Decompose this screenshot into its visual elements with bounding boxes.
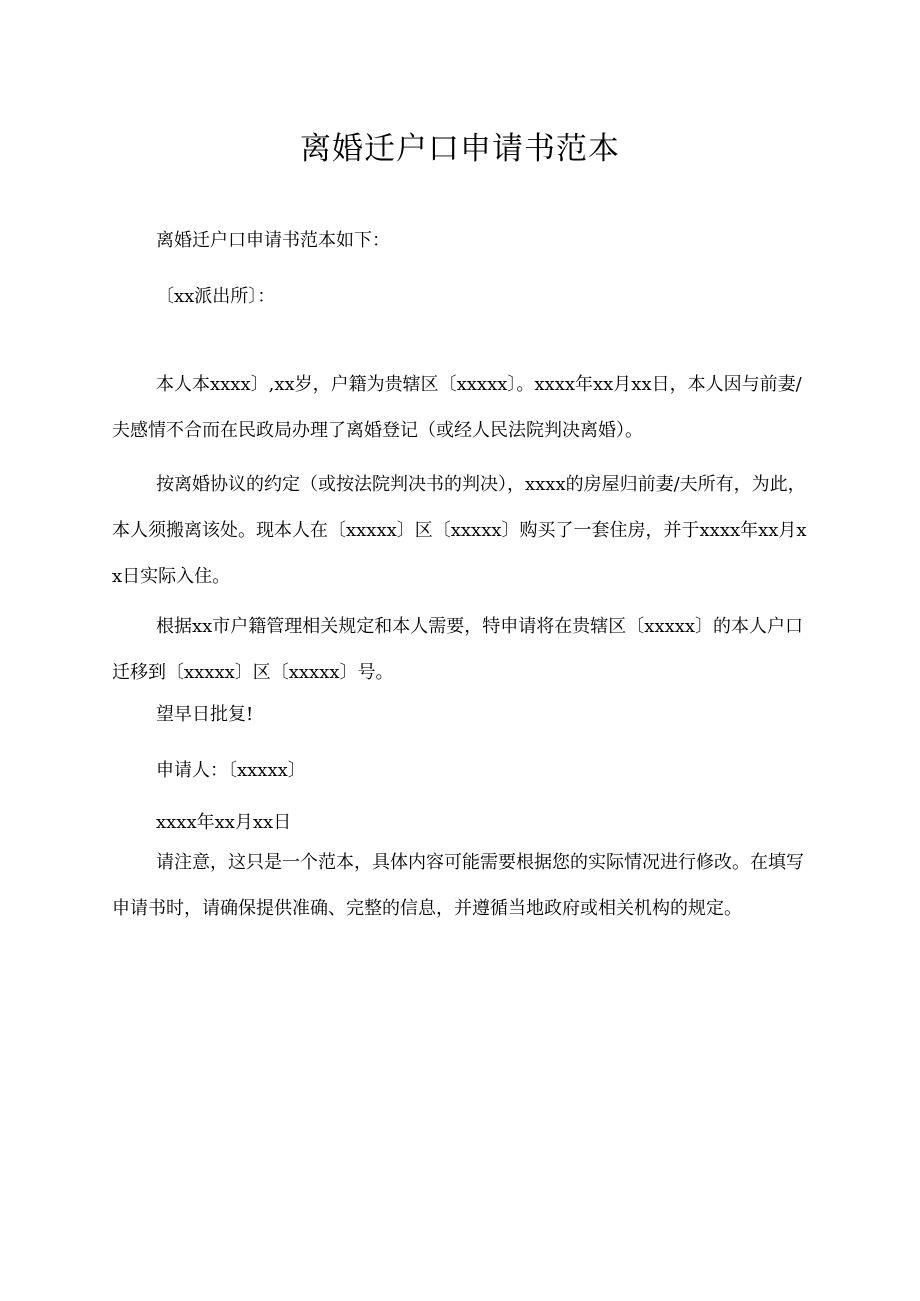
body-paragraph-1: 本人本xxxx〕,xx岁，户籍为贵辖区〔xxxxx〕。xxxx年xx月xx日，本人因与前妻/夫感情不合而在民政局办理了离婚登记（或经人民法院判决离婚）。 xyxy=(112,374,802,441)
body-paragraph-2: 按离婚协议的约定（或按法院判决书的判决），xxxx的房屋归前妻/夫所有，为此，本人须搬离该处。现本人在〔xxxxx〕区〔xxxxx〕购买了一套住房，并于xxxx年xx月xx日实际入住。 xyxy=(112,474,807,587)
document-title: 离婚迁户口申请书范本 xyxy=(300,131,620,167)
applicant-line: 申请人：〔xxxxx〕 xyxy=(156,760,306,781)
body-paragraph-3: 根据xx市户籍管理相关规定和本人需要，特申请将在贵辖区〔xxxxx〕的本人户口迁移到〔xxxxx〕区〔xxxxx〕号。 xyxy=(112,616,804,683)
request-line: 望早日批复! xyxy=(156,704,254,725)
intro-line: 离婚迁户口申请书范本如下： xyxy=(156,230,390,251)
note-paragraph: 请注意，这只是一个范本，具体内容可能需要根据您的实际情况进行修改。在填写申请书时，请确保提供准确、完整的信息，并遵循当地政府或相关机构的规定。 xyxy=(112,852,804,919)
addressee-line: 〔xx派出所〕： xyxy=(156,286,276,307)
date-line: xxxx年xx月xx日 xyxy=(156,812,292,833)
